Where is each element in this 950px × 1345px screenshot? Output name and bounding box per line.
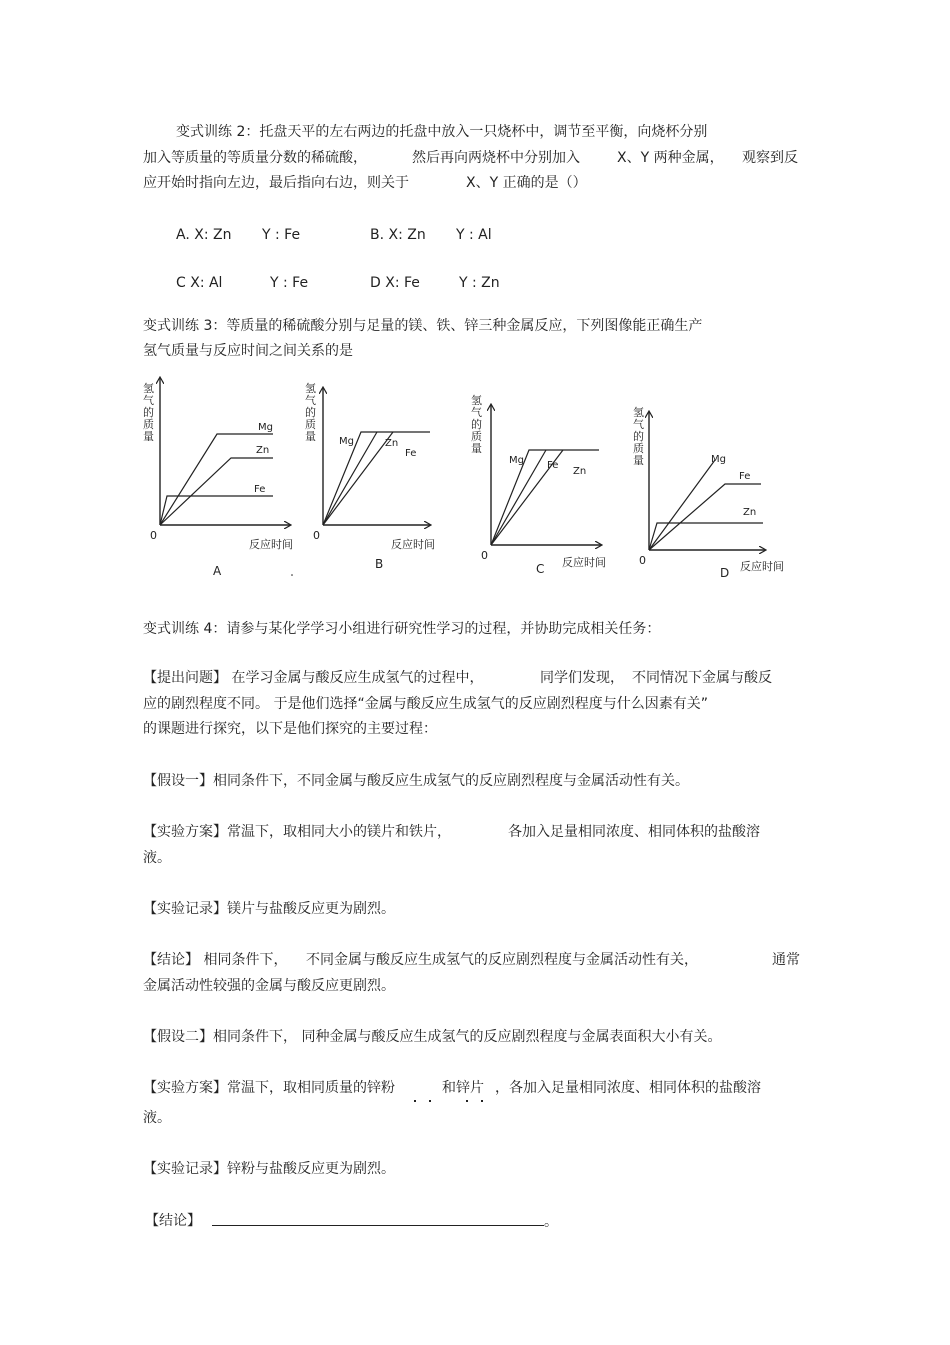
y-axis-label: 量 <box>633 454 644 467</box>
conclusion1-d: 金属活动性较强的金属与酸反应更剧烈。 <box>143 978 395 994</box>
chart-caption: D <box>720 566 730 580</box>
option-b-y: Y : Al <box>456 227 492 243</box>
ex2-line2c: X、Y 两种金属， <box>617 150 724 166</box>
series-line-fe <box>323 432 393 525</box>
series-label-zn: Zn <box>573 466 587 477</box>
series-label-zn: Zn <box>743 507 757 518</box>
plan2-a: 【实验方案】常温下，取相同质量的锌粉 <box>143 1080 395 1096</box>
chart-caption: A <box>213 564 222 578</box>
ex2-line3b: X、Y 正确的是（） <box>466 175 587 191</box>
chart-caption: B <box>375 557 384 571</box>
series-line-mg <box>649 460 715 550</box>
stray-dot <box>291 574 293 576</box>
y-axis-label: 氢 <box>305 382 316 395</box>
chart-a <box>160 378 290 525</box>
ex2-line2a: 加入等质量的等质量分数的稀硫酸， <box>143 150 367 166</box>
y-axis-label: 气 <box>143 394 154 407</box>
y-axis-label: 的 <box>143 406 154 419</box>
y-axis-label: 质 <box>633 442 644 455</box>
emphasis-dot <box>466 1100 468 1102</box>
question-line3: 的课题进行探究，以下是他们探究的主要过程： <box>143 721 437 737</box>
y-axis-label: 质 <box>471 430 482 443</box>
emphasis-dot <box>414 1100 416 1102</box>
question-line2: 应的剧烈程度不同。 于是他们选择“金属与酸反应生成氢气的反应剧烈程度与什么因素有关” <box>143 696 708 712</box>
hydrogen-charts <box>135 370 815 585</box>
y-axis-label: 的 <box>305 406 316 419</box>
y-axis-label: 量 <box>471 442 482 455</box>
question-c: 不同情况下金属与酸反 <box>632 670 772 686</box>
origin-label: 0 <box>481 549 488 562</box>
x-axis-label: 反应时间 <box>740 560 784 573</box>
ex3-line1: 变式训练 3：等质量的稀硫酸分别与足量的镁、铁、锌三种金属反应，下列图像能正确生产 <box>143 318 703 334</box>
option-b-x: B. X: Zn <box>370 227 426 243</box>
ex2-line2b: 然后再向两烧杯中分别加入 <box>412 150 580 166</box>
origin-label: 0 <box>150 529 157 542</box>
conclusion1-a: 【结论】 相同条件下， <box>143 952 288 968</box>
x-axis-label: 反应时间 <box>562 556 606 569</box>
answer-blank[interactable] <box>212 1211 544 1226</box>
series-label-mg: Mg <box>258 422 273 433</box>
series-label-fe: Fe <box>739 471 751 482</box>
record-2: 【实验记录】锌粉与盐酸反应更为剧烈。 <box>143 1161 395 1177</box>
emphasis-dot <box>481 1100 483 1102</box>
ex2-line3a: 应开始时指向左边，最后指向右边，则关于 <box>143 175 409 191</box>
option-c-y: Y : Fe <box>270 275 309 291</box>
record-1: 【实验记录】镁片与盐酸反应更为剧烈。 <box>143 901 395 917</box>
conclusion2-label: 【结论】 <box>145 1213 201 1229</box>
y-axis-label: 氢 <box>143 382 154 395</box>
conclusion1-b: 不同金属与酸反应生成氢气的反应剧烈程度与金属活动性有关， <box>306 952 698 968</box>
series-label-fe: Fe <box>547 460 559 471</box>
series-label-mg: Mg <box>509 455 524 466</box>
question-b: 同学们发现， <box>540 670 624 686</box>
option-c-x: C X: Al <box>176 275 223 291</box>
ex2-line1: 变式训练 2：托盘天平的左右两边的托盘中放入一只烧杯中，调节至平衡，向烧杯分别 <box>176 124 708 140</box>
plan1-b: 各加入足量相同浓度、相同体积的盐酸溶 <box>508 824 760 840</box>
series-label-mg: Mg <box>339 436 354 447</box>
option-d-x: D X: Fe <box>370 275 420 291</box>
series-label-zn: Zn <box>256 445 270 456</box>
conclusion2-end: 。 <box>544 1214 558 1230</box>
ex4-intro: 变式训练 4：请参与某化学学习小组进行研究性学习的过程，并协助完成相关任务： <box>143 621 661 637</box>
plan1-a: 【实验方案】常温下，取相同大小的镁片和铁片， <box>143 824 451 840</box>
series-label-fe: Fe <box>405 448 417 459</box>
y-axis-label: 质 <box>143 418 154 431</box>
y-axis-label: 气 <box>633 418 644 431</box>
y-axis-label: 氢 <box>471 394 482 407</box>
conclusion1-c: 通常 <box>772 952 800 968</box>
series-label-mg: Mg <box>711 454 726 465</box>
series-line-fe <box>160 496 273 525</box>
plan2-d: 液。 <box>143 1110 171 1126</box>
series-line-mg <box>491 450 599 545</box>
series-label-zn: Zn <box>385 438 399 449</box>
origin-label: 0 <box>639 554 646 567</box>
y-axis-label: 气 <box>471 406 482 419</box>
plan1-c: 液。 <box>143 850 171 866</box>
ex2-line2d: 观察到反 <box>742 150 798 166</box>
hypothesis-2: 【假设二】相同条件下， 同种金属与酸反应生成氢气的反应剧烈程度与金属表面积大小有关。 <box>143 1029 722 1045</box>
option-d-y: Y : Zn <box>459 275 500 291</box>
option-a-x: A. X: Zn <box>176 227 232 243</box>
x-axis-label: 反应时间 <box>249 538 293 551</box>
hypothesis-1: 【假设一】相同条件下，不同金属与酸反应生成氢气的反应剧烈程度与金属活动性有关。 <box>143 773 689 789</box>
y-axis-label: 氢 <box>633 406 644 419</box>
y-axis-label: 量 <box>143 430 154 443</box>
y-axis-label: 量 <box>305 430 316 443</box>
y-axis-label: 质 <box>305 418 316 431</box>
conclusion2-answer[interactable] <box>212 1211 558 1232</box>
origin-label: 0 <box>313 529 320 542</box>
plan2-c: ，各加入足量相同浓度、相同体积的盐酸溶 <box>495 1080 761 1096</box>
y-axis-label: 的 <box>633 430 644 443</box>
y-axis-label: 气 <box>305 394 316 407</box>
option-a-y: Y : Fe <box>262 227 301 243</box>
series-label-fe: Fe <box>254 484 266 495</box>
chart-caption: C <box>536 562 545 576</box>
plan2-b: 和锌片 <box>442 1080 484 1096</box>
emphasis-dot <box>429 1100 431 1102</box>
y-axis-label: 的 <box>471 418 482 431</box>
ex3-line2: 氢气质量与反应时间之间关系的是 <box>143 343 353 359</box>
x-axis-label: 反应时间 <box>391 538 435 551</box>
question-a: 【提出问题】 在学习金属与酸反应生成氢气的过程中， <box>143 670 484 686</box>
